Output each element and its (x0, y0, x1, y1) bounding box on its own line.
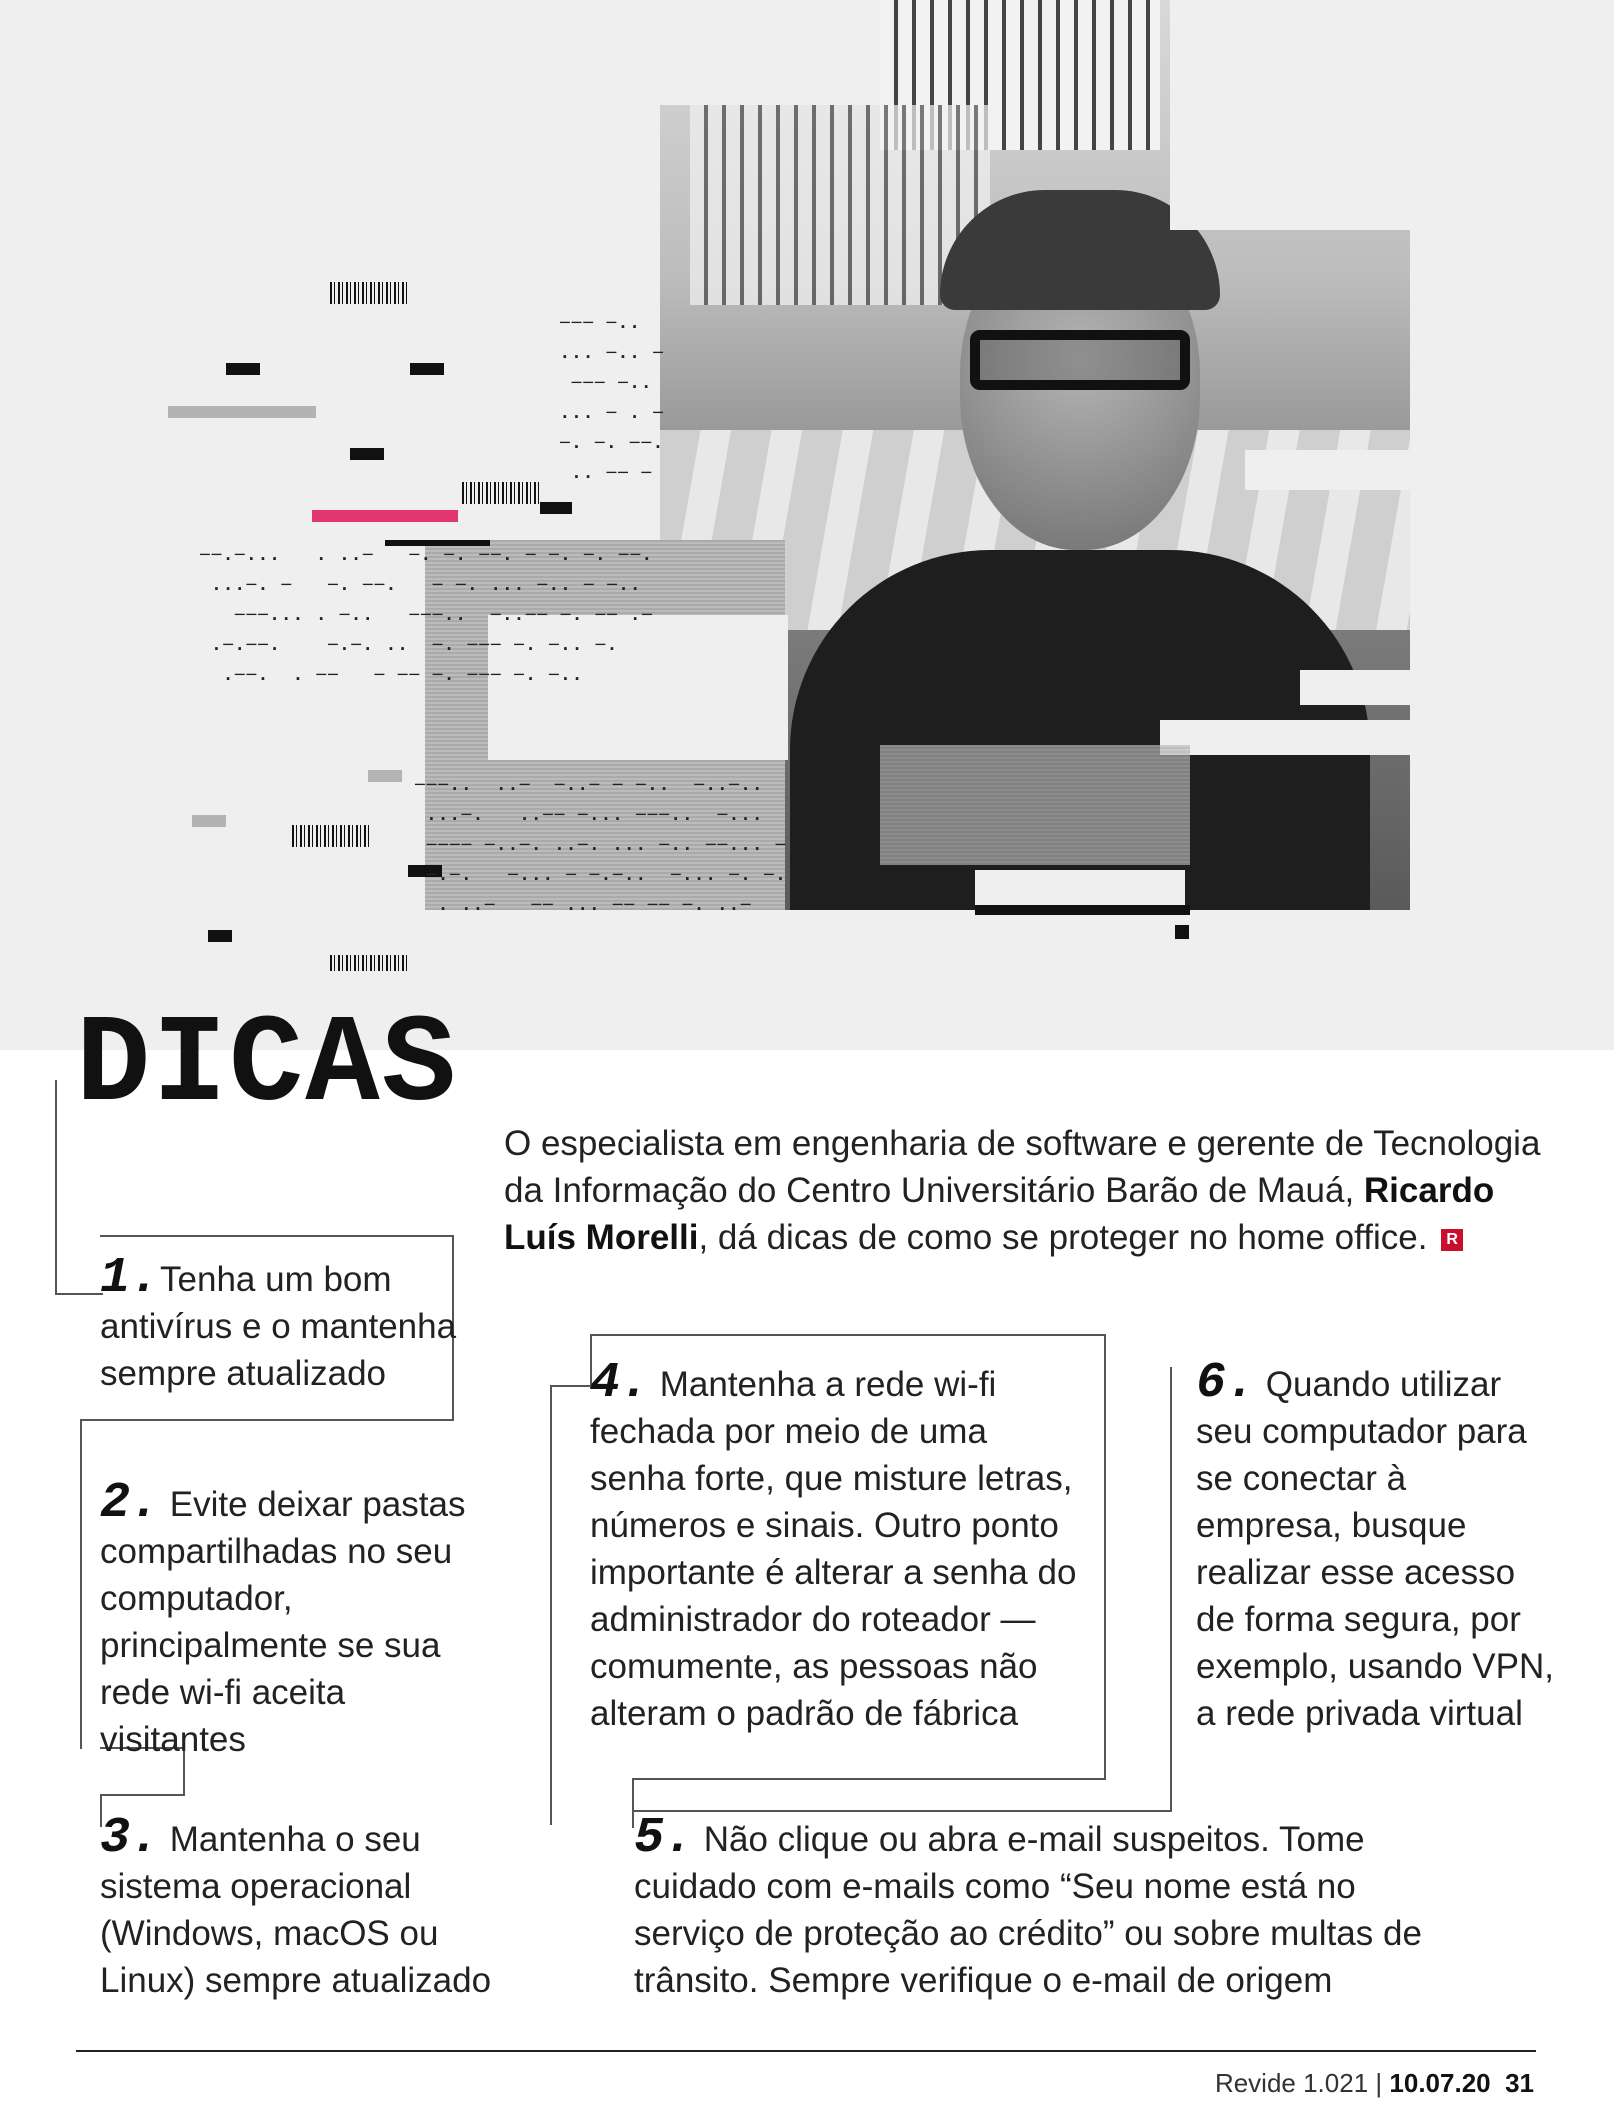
tip-2 (100, 1475, 500, 1763)
glitch-bar (975, 905, 1190, 915)
glitch-bar (540, 502, 572, 514)
glitch-block (660, 0, 880, 105)
grey-bar (168, 406, 316, 418)
tip-text: Tenha um bom antivírus e o mantenha sempre atualizado (100, 1260, 457, 1393)
barcode-mark (462, 482, 540, 504)
barcode-mark (330, 282, 410, 304)
footer-rule (76, 2050, 1536, 2052)
glitch-bar (410, 363, 444, 375)
morse-pattern: ──.─... . ..─ ─. ─. ──. ─ ─. ─. ──. ...─. ─ ─. ──. ─ ─. ... ─.. ─ ─.. ───... . ─.. ───.. ─..── ─. ── .─ .─.──. ─.─. .. ─. ─── ─. ─.. ─. .──. . ── ─ ── ─. ─── ─. ─.. (200, 545, 654, 684)
noise-block (880, 745, 1190, 865)
expert-name: Ricardo Luís Morelli (504, 1171, 1495, 1257)
tip-text: Mantenha o seu sistema operacional (Windows, macOS ou Linux) sempre atualizado (100, 1820, 492, 2000)
morse-pattern: ───.. ..─ ─..─ ─ ─.. ─..─.. ...─. ..── ─... ───.. ─... ──── ─..─. ..─. ... ─.. ──... ─. ─.─. ─... ─ ─.─.. ─... ─. ─. . ..─ ── ... ── ── ─. ..─ (415, 775, 799, 914)
tip-6 (1196, 1355, 1556, 1737)
morse-pattern: ─── ─.. ... ─.. ─ ─── ─.. ... ─ . ─ ─. ─. ──. .. ── ─ (560, 313, 665, 482)
pink-bar (312, 510, 458, 522)
glitch-block (1300, 670, 1410, 705)
tip-text: Evite deixar pastas compartilhadas no seu computador, principalmente se sua rede wi-fi aceita visitantes (100, 1485, 466, 1759)
page-footer (1215, 2068, 1534, 2099)
publication-name: Revide 1.021 (1214, 2068, 1369, 2098)
tip-text: Não clique ou abra e-mail suspeitos. Tome cuidado com e-mails como “Seu nome está no serviço de proteção ao crédito” ou sobre multas de trânsito. Sempre verifique o e-mail de origem (634, 1820, 1422, 2000)
hero-photo-collage (0, 0, 1614, 1050)
intro-text-end: , dá dicas de como se proteger no home office. (698, 1218, 1428, 1257)
tip-4 (590, 1355, 1090, 1737)
glitch-block (1170, 0, 1610, 230)
intro-text: O especialista em engenharia de software e gerente de Tecnologia da Informação do Centro Universitário Barão de Mauá, (504, 1124, 1541, 1210)
man-portrait (920, 190, 1240, 610)
barcode-mark (330, 955, 408, 971)
glitch-bar (1175, 925, 1189, 939)
tip-number: 3. (100, 1810, 161, 1867)
glitch-bar (226, 363, 260, 375)
tip-number: 6. (1196, 1355, 1257, 1412)
glitch-block (1160, 720, 1460, 755)
tip-5 (634, 1810, 1444, 2004)
page-title: DICAS (76, 997, 459, 1137)
end-of-article-icon: R (1441, 1229, 1463, 1251)
tip-3 (100, 1810, 510, 2004)
glitch-bar (208, 930, 232, 942)
tip-number: 1. (100, 1250, 161, 1307)
footer-separator: | (1375, 2068, 1383, 2098)
tip-number: 4. (590, 1355, 651, 1412)
issue-date: 10.07.20 (1389, 2068, 1491, 2098)
glitch-block (1245, 450, 1545, 490)
glasses-shape (970, 330, 1190, 390)
tip-number: 5. (634, 1810, 695, 1867)
tip-number: 2. (100, 1475, 161, 1532)
glitch-block (975, 870, 1185, 905)
barcode-mark (292, 825, 370, 847)
grey-bar (192, 815, 226, 827)
glitch-bar (350, 448, 384, 460)
tip-text: Quando utilizar seu computador para se conectar à empresa, busque realizar esse acesso de forma segura, por exemplo, usando VPN, a rede privada virtual (1196, 1365, 1554, 1733)
tip-text: Mantenha a rede wi-fi fechada por meio de uma senha forte, que misture letras, números e sinais. Outro ponto importante é alterar a senha do administrador do roteador — comumente, as pessoas não alteram o padrão de fábrica (590, 1365, 1077, 1733)
intro-paragraph (504, 1120, 1544, 1261)
tip-1 (100, 1250, 460, 1397)
grey-bar (368, 770, 402, 782)
page-number: 31 (1505, 2068, 1534, 2098)
